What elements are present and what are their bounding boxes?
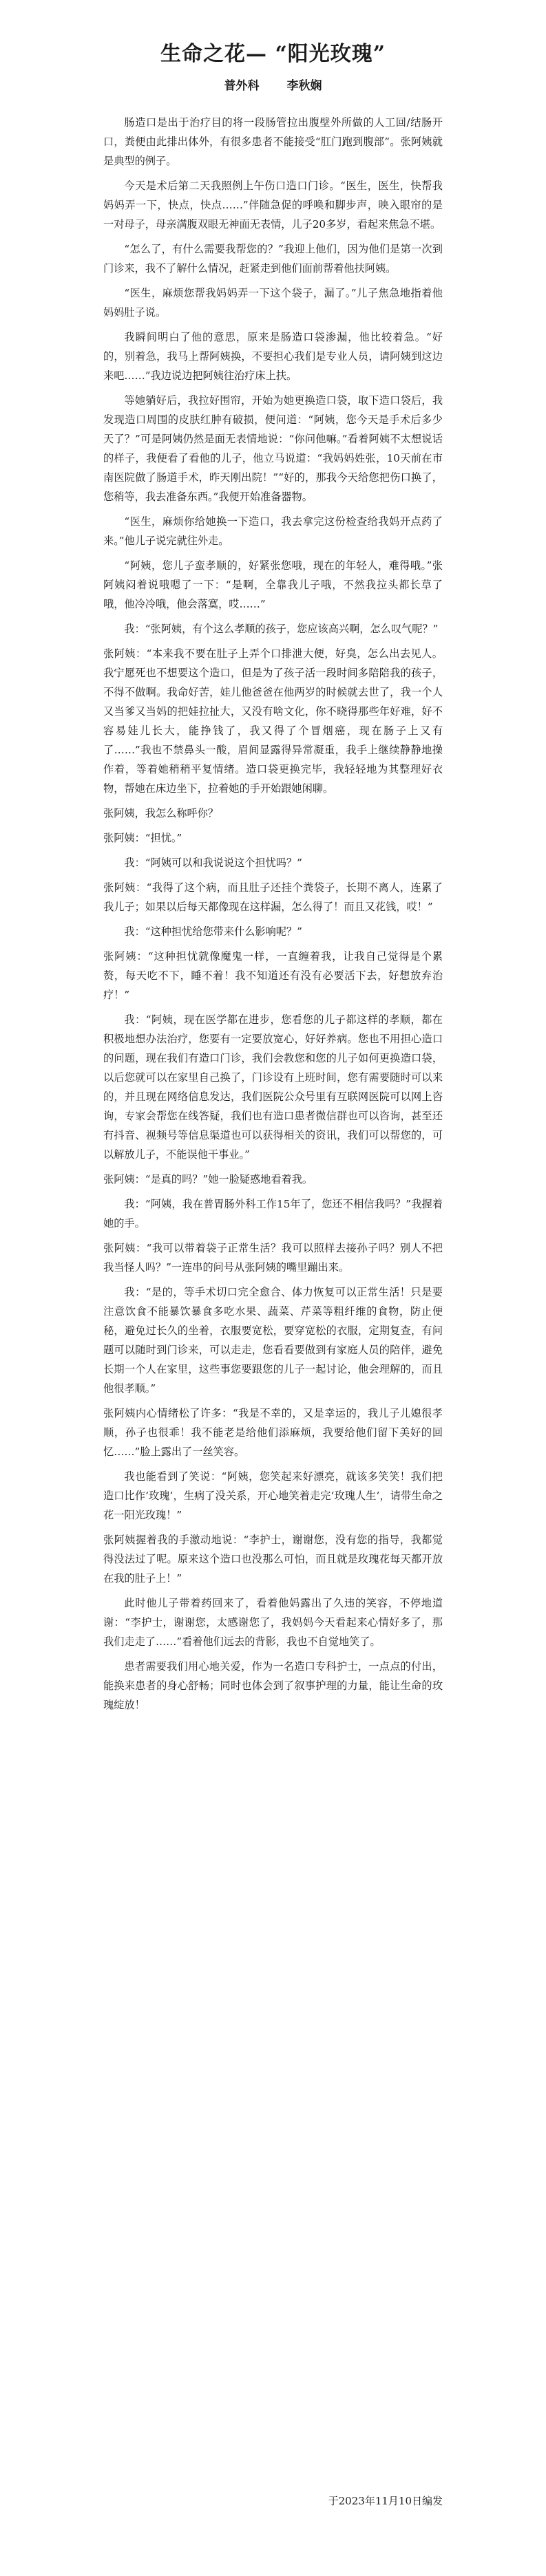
paragraph: 张阿姨握着我的手激动地说：“李护士，谢谢您，没有您的指导，我都觉得没法过了呢。原来这个造口也没那么可怕，而且就是玫瑰花每天都开放在我的肚子上！” (103, 1534, 443, 1585)
paragraph: “阿姨，您儿子蛮孝顺的，好紧张您哦，现在的年轻人，难得哦。”张阿姨闷着说哦嗯了一下：“是啊，全靠我儿子哦，不然我拉头都长草了哦，他冷冷哦，他会落寞，哎……” (103, 559, 443, 610)
paragraph: 张阿姨，我怎么称呼你？ (103, 807, 219, 819)
paragraph: 我：“阿姨可以和我说说这个担忧吗？” (124, 857, 302, 869)
paragraph: 肠造口是出于治疗目的将一段肠管拉出腹壁外所做的人工回/结肠开口，粪便由此排出体外，有很多患者不能接受“肛门跑到腹部”。张阿姨就是典型的例子。 (103, 116, 443, 167)
paragraph: “医生，麻烦你给她换一下造口，我去拿完这份检查给我妈开点药了来。”他儿子说完就往外走。 (103, 515, 443, 547)
paragraph: 我：“张阿姨，有个这么孝顺的孩子，您应该高兴啊，怎么叹气呢？” (124, 623, 439, 635)
paragraph: 我：“阿姨，我在普胃肠外科工作15年了，您还不相信我吗？”我握着她的手。 (103, 1198, 443, 1230)
paragraph: 患者需要我们用心地关爱，作为一名造口专科护士，一点点的付出，能换来患者的身心舒畅；同时也体会到了叙事护理的力量，能让生命的玫瑰绽放！ (103, 1660, 443, 1711)
paragraph: 张阿姨：“本来我不要在肚子上弄个口排泄大便，好臭，怎么出去见人。我宁愿死也不想要这个造口，但是为了孩子活一段时间多陪陪我的孩子，不得不做啊。我命好苦，娃儿他爸爸在他两岁的时候就去世了，我一个人又当爹又当妈的把娃拉扯大，又没有啥文化，你不晓得那些年好难，好不容易娃儿长大，能挣钱了，我又得了个冒烟癌，现在肠子上又有了……”我也不禁鼻头一酸，眉间显露得异常凝重，我手上继续静静地操作着，等着她稍稍平复情绪。造口袋更换完毕，我轻轻地为其整理好衣物，帮她在床边坐下，拉着她的手开始跟她闲聊。 (103, 647, 443, 795)
paragraph: 我：“是的，等手术切口完全愈合、体力恢复可以正常生活！只是要注意饮食不能暴饮暴食多吃水果、蔬菜、芹菜等粗纤维的食物，防止便秘，避免过长久的坐着，衣服要宽松，要穿宽松的衣服，定期复查，有问题可以随时到门诊来，可以走走，您看看要做到有家庭人员的陪伴，避免长期一个人在家里，这些事您要跟您的儿子一起讨论，他会理解的，而且他很孝顺。” (103, 1286, 443, 1395)
paragraph: 张阿姨内心情绪松了许多：“我是不幸的，又是幸运的，我儿子儿媳很孝顺，孙子也很乖！我不能老是给他们添麻烦，我要给他们留下美好的回忆……”脸上露出了一丝笑容。 (103, 1407, 443, 1458)
paragraph: 我瞬间明白了他的意思，原来是肠造口袋渗漏，他比较着急。“好的，别着急，我马上帮阿姨换，不要担心我们是专业人员，请阿姨到这边来吧……”我边说边把阿姨往治疗床上扶。 (103, 331, 443, 382)
paragraph: 张阿姨：“是真的吗？”她一脸疑惑地看着我。 (103, 1173, 313, 1185)
author-name: 李秋娴 (286, 79, 322, 93)
paragraph: 今天是术后第二天我照例上午伤口造口门诊。“医生，医生，快帮我妈妈弄一下，快点，快点……”伴随急促的呼唤和脚步声，映入眼帘的是一对母子，母亲满腹双眼无神面无表情，儿子20多岁，看起来焦急不堪。 (103, 180, 443, 230)
paragraph: 我：“这种担忧给您带来什么影响呢？” (124, 925, 302, 938)
document-body (103, 113, 443, 1715)
byline (103, 77, 443, 95)
paragraph: “怎么了，有什么需要我帮您的？”我迎上他们，因为他们是第一次到门诊来，我不了解什么情况，赶紧走到他们面前帮着他扶阿姨。 (103, 243, 443, 275)
paragraph: 我也能看到了笑说：“阿姨，您笑起来好漂亮，就该多笑笑！我们把造口比作‘玫瑰’，生病了没关系，开心地笑着走完‘玫瑰人生’，请带生命之花一阳光玫瑰！” (103, 1470, 443, 1521)
document-title: 生命之花— “阳光玫瑰” (160, 42, 386, 66)
paragraph: 张阿姨：“我得了这个病，而且肚子还挂个粪袋子，长期不离人，连累了我儿子；如果以后每天都像现在这样漏，怎么得了！而且又花钱，哎！” (103, 881, 443, 913)
paragraph: 张阿姨：“这种担忧就像魔鬼一样，一直缠着我，让我自己觉得是个累赘，每天吃不下，睡不着！我不知道还有没有必要活下去，好想放弃治疗！” (103, 950, 443, 1001)
paragraph: 张阿姨：“我可以带着袋子正常生活？我可以照样去接孙子吗？别人不把我当怪人吗？”一连串的问号从张阿姨的嘴里蹦出来。 (103, 1242, 443, 1274)
department-name: 普外科 (224, 79, 260, 93)
paragraph: “医生，麻烦您帮我妈妈弄一下这个袋子，漏了。”儿子焦急地指着他妈妈肚子说。 (103, 287, 443, 319)
paragraph: 等她躺好后，我拉好围帘，开始为她更换造口袋，取下造口袋后，我发现造口周围的皮肤红肿有破损，便问道：“阿姨，您今天是手术后多少天了？”可是阿姨仍然是面无表情地说：“你问他嘛。”看着阿姨不太想说话的样子，我便看了看他的儿子，他立马说道：“我妈妈姓张，10天前在市南医院做了肠道手术，昨天刚出院！”“好的，那我今天给您把伤口换了，您稍等，我去准备东西。”我便开始准备器物。 (103, 394, 443, 503)
paragraph: 我：“阿姨，现在医学都在进步，您看您的儿子都这样的孝顺，都在积极地想办法治疗，您要有一定要放宽心，好好养病。您也不用担心造口的问题，现在我们有造口门诊，我们会教您和您的儿子如何更换造口袋，以后您就可以在家里自己换了，门诊设有上班时间，您有需要随时可以来的，并且现在网络信息发达，我们医院公众号里有互联网医院可以网上咨询，专家会帮您在线答疑，我们也有造口患者微信群也可以咨询，甚至还有抖音、视频号等信息渠道也可以获得相关的资讯，我们可以帮您的，可以解放儿子，不能误他干事业。” (103, 1013, 443, 1161)
paragraph: 此时他儿子带着药回来了，看着他妈露出了久违的笑容，不停地道谢：“李护士，谢谢您，太感谢您了，我妈妈今天看起来心情好多了，那我们走走了……”看着他们远去的背影，我也不自觉地笑了。 (103, 1597, 443, 1648)
publish-date: 于2023年11月10日编发 (328, 2495, 443, 2507)
paragraph: 张阿姨：“担忧。” (103, 832, 182, 844)
